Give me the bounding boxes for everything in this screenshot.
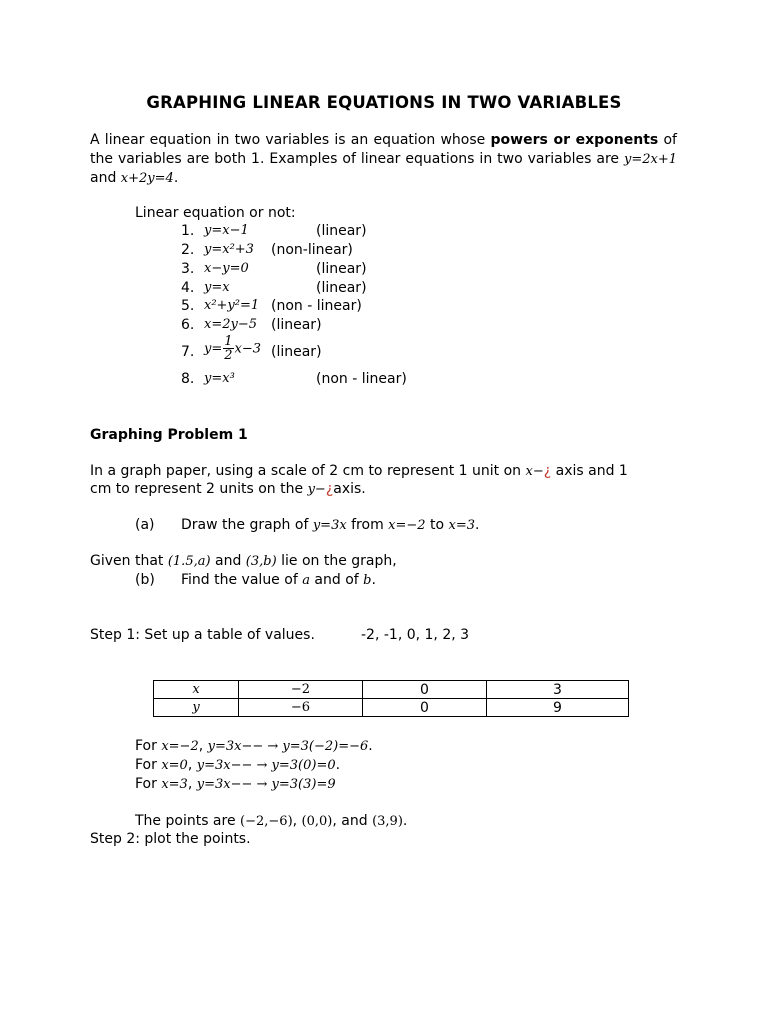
list-item bbox=[0, 335, 768, 369]
item-equation: y=x−1 bbox=[204, 223, 249, 238]
item-label: (non - linear) bbox=[316, 371, 407, 387]
item-label: (linear) bbox=[271, 317, 322, 333]
given-and: and bbox=[210, 553, 246, 569]
part-a-instruction: Draw the graph of bbox=[181, 517, 313, 533]
part-a-text bbox=[181, 517, 479, 533]
item-label: (linear) bbox=[316, 261, 367, 277]
calc-x-value: x=0 bbox=[161, 758, 188, 773]
calc-x-value: x=−2 bbox=[161, 739, 199, 754]
item-equation: x²+y²=1 bbox=[204, 298, 260, 313]
calc-for: For bbox=[135, 776, 162, 792]
variable-a: a bbox=[302, 573, 310, 588]
intro-bold-term: powers or exponents bbox=[490, 132, 659, 148]
table-cell: 3 bbox=[487, 681, 629, 699]
table-cell: −2 bbox=[239, 681, 363, 699]
calc-separator: , bbox=[187, 776, 197, 792]
calculation-line bbox=[135, 776, 336, 792]
given-text: lie on the graph, bbox=[276, 553, 397, 569]
table-cell: 0 bbox=[363, 699, 487, 717]
item-equation: y=x³ bbox=[204, 371, 235, 386]
table-cell: x bbox=[154, 681, 239, 699]
statement-text: In a graph paper, using a scale of 2 cm to represent 1 unit on bbox=[90, 463, 526, 479]
item-number: 6. bbox=[181, 317, 195, 333]
variable-b: b bbox=[363, 573, 372, 588]
statement-text: cm to represent 2 units on the bbox=[90, 481, 308, 497]
intro-example-2: x+2y=4 bbox=[120, 171, 174, 186]
points-separator: , and bbox=[332, 813, 373, 829]
point-3: (3,9) bbox=[372, 814, 403, 829]
intro-paragraph bbox=[90, 131, 677, 188]
table-row bbox=[154, 699, 629, 717]
table-cell: 0 bbox=[363, 681, 487, 699]
item-equation: y=x bbox=[204, 280, 230, 295]
equation-suffix: x−3 bbox=[234, 341, 262, 357]
step-2-label: Step 2: plot the points. bbox=[90, 831, 251, 847]
calc-separator: , bbox=[187, 757, 197, 773]
item-equation: y=x²+3 bbox=[204, 242, 254, 257]
part-b-instruction: Find the value of bbox=[181, 572, 303, 588]
period: . bbox=[335, 757, 341, 773]
intro-and: and bbox=[90, 170, 121, 186]
problem-statement-line-1 bbox=[90, 463, 628, 479]
part-a-equation: y=3x bbox=[312, 518, 347, 533]
given-point-2: (3,b) bbox=[245, 554, 277, 569]
item-number: 2. bbox=[181, 242, 195, 258]
table-row bbox=[154, 681, 629, 699]
item-number: 7. bbox=[181, 344, 195, 360]
equation-prefix: y= bbox=[204, 341, 223, 357]
y-axis-symbol: y− bbox=[307, 482, 326, 497]
broken-glyph: ¿ bbox=[543, 463, 552, 479]
item-number: 1. bbox=[181, 223, 195, 239]
calc-expression: y=3x−− → y=3(3)=9 bbox=[196, 777, 336, 792]
period: . bbox=[368, 738, 373, 754]
fraction-numerator: 1 bbox=[224, 334, 233, 349]
part-a-end: x=3 bbox=[448, 518, 476, 533]
statement-text: axis and 1 bbox=[551, 463, 628, 479]
values-table bbox=[153, 680, 629, 717]
calc-expression: y=3x−− → y=3(0)=0 bbox=[196, 758, 336, 773]
points-separator: , bbox=[292, 813, 302, 829]
item-number: 3. bbox=[181, 261, 195, 277]
part-a-label: (a) bbox=[135, 517, 155, 533]
calculation-line bbox=[135, 757, 340, 773]
item-label: (linear) bbox=[316, 280, 367, 296]
part-b-text bbox=[181, 572, 376, 588]
table-cell: 9 bbox=[487, 699, 629, 717]
x-axis-symbol: x− bbox=[525, 464, 544, 479]
statement-text: axis. bbox=[333, 481, 366, 497]
item-number: 8. bbox=[181, 371, 195, 387]
step-1-values: -2, -1, 0, 1, 2, 3 bbox=[361, 627, 470, 643]
part-b-label: (b) bbox=[135, 572, 155, 588]
calculation-line bbox=[135, 738, 373, 754]
table-cell: y bbox=[154, 699, 239, 717]
given-point-1: (1.5,a) bbox=[167, 554, 211, 569]
points-line bbox=[135, 813, 407, 829]
list-heading: Linear equation or not: bbox=[135, 205, 296, 221]
page-title: GRAPHING LINEAR EQUATIONS IN TWO VARIABLES bbox=[146, 93, 622, 112]
intro-example-1: y=2x+1 bbox=[623, 152, 677, 167]
item-number: 4. bbox=[181, 280, 195, 296]
item-number: 5. bbox=[181, 298, 195, 314]
period: . bbox=[371, 572, 376, 588]
part-a-to: to bbox=[425, 517, 449, 533]
given-line bbox=[90, 553, 397, 569]
item-equation: x=2y−5 bbox=[204, 317, 258, 332]
intro-text-2: of the variables are both 1. Examples of linear equations in two variables are bbox=[90, 132, 677, 167]
calc-x-value: x=3 bbox=[161, 777, 188, 792]
point-1: (−2,−6) bbox=[240, 814, 293, 829]
intro-end: . bbox=[173, 170, 179, 186]
calc-separator: , bbox=[198, 738, 208, 754]
given-text: Given that bbox=[90, 553, 168, 569]
calc-for: For bbox=[135, 757, 162, 773]
step-1-label: Step 1: Set up a table of values. bbox=[90, 627, 315, 643]
item-equation bbox=[204, 335, 261, 362]
broken-glyph: ¿ bbox=[325, 481, 334, 497]
part-a-from: from bbox=[346, 517, 389, 533]
period: . bbox=[475, 517, 480, 533]
period: . bbox=[402, 813, 408, 829]
part-a-start: x=−2 bbox=[388, 518, 426, 533]
calc-expression: y=3x−− → y=3(−2)=−6 bbox=[207, 739, 369, 754]
item-label: (non-linear) bbox=[271, 242, 353, 258]
calc-for: For bbox=[135, 738, 162, 754]
item-label: (linear) bbox=[271, 344, 322, 360]
item-label: (non - linear) bbox=[271, 298, 362, 314]
fraction bbox=[223, 335, 233, 362]
item-label: (linear) bbox=[316, 223, 367, 239]
points-text: The points are bbox=[135, 813, 241, 829]
problem-statement-line-2 bbox=[90, 481, 366, 497]
problem-heading: Graphing Problem 1 bbox=[90, 427, 248, 443]
fraction-denominator: 2 bbox=[224, 348, 233, 363]
intro-text-1: A linear equation in two variables is an equation whose bbox=[90, 132, 491, 148]
part-b-and: and of bbox=[309, 572, 364, 588]
point-2: (0,0) bbox=[301, 814, 333, 829]
item-equation: x−y=0 bbox=[204, 261, 249, 276]
table-cell: −6 bbox=[239, 699, 363, 717]
